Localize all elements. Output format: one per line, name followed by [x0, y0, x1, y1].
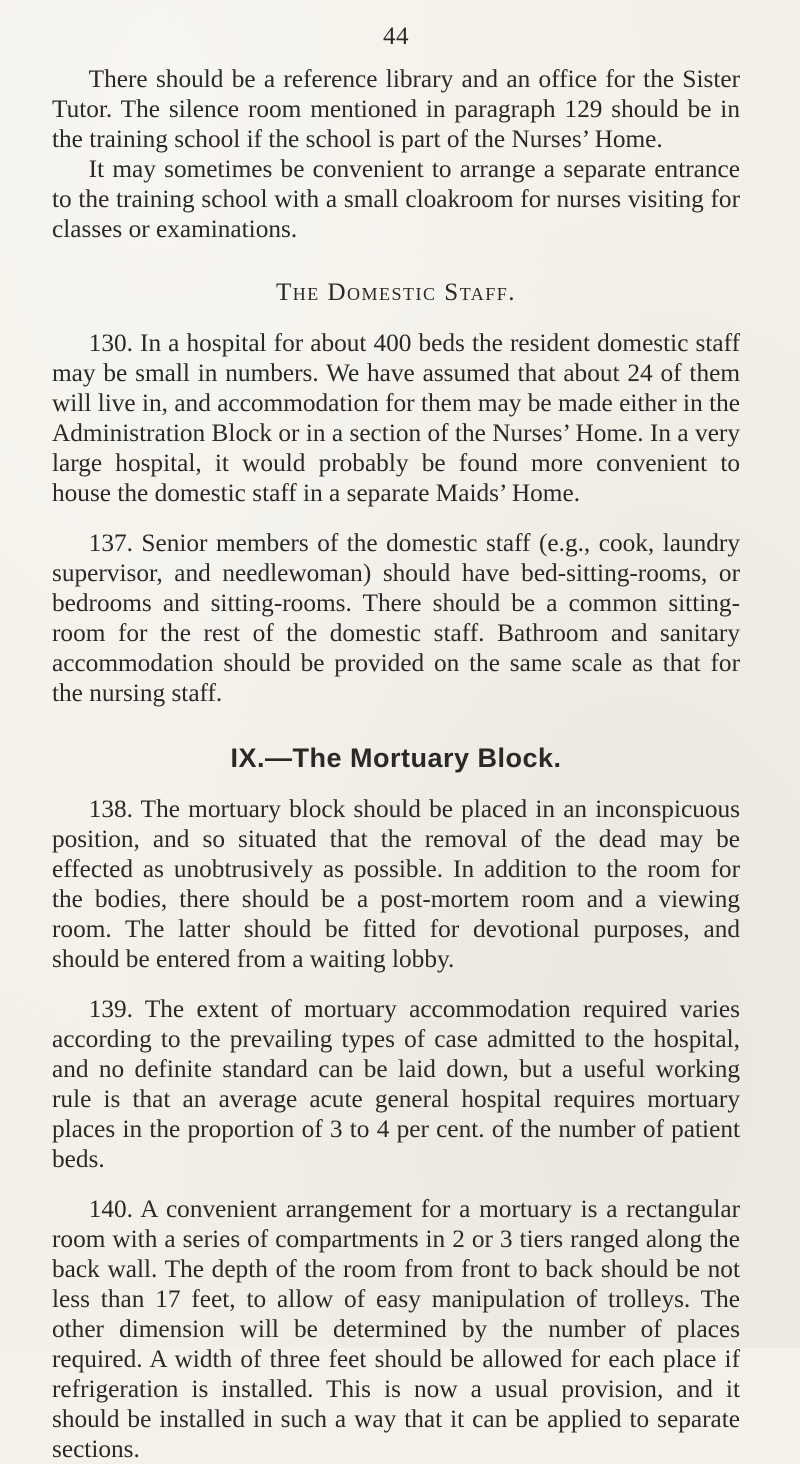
chapter-heading-mortuary-block: IX.—The Mortuary Block. — [230, 743, 562, 773]
page-number: 44 — [383, 23, 409, 50]
section-heading-domestic-staff: The Domestic Staff. — [275, 279, 517, 306]
paragraph-library: There should be a reference library and an office for the Sister Tutor. The silence room mentioned in paragraph 129 should be in the training school if the school is part of the Nurses’ Home. — [52, 65, 740, 153]
paragraph-139: 139. The extent of mortuary accommodation required varies according to the prevailing types of case admitted to the hospital, and no definite standard can be laid down, but a useful working rule is that an average acute general hospital requires mortuary places in the proportion of 3 to 4 per cent. of the number of patient beds. — [52, 995, 740, 1173]
paragraph-137: 137. Senior members of the domestic staff (e.g., cook, laundry supervisor, and needlewoman) should have bed-sitting-rooms, or bedrooms and sitting-rooms. There should be a common sitting-room for the rest of the domestic staff. Bathroom and sanitary accommodation should be provided on the same scale as that for the nursing staff. — [52, 529, 740, 707]
paragraph-entrance: It may sometimes be convenient to arrange a separate entrance to the training school with a small cloakroom for nurses visiting for classes or examinations. — [52, 155, 740, 243]
paragraph-140: 140. A convenient arrangement for a mortuary is a rectangular room with a series of compartments in 2 or 3 tiers ranged along the back wall. The depth of the room from front to back should be not less than 17 feet, to allow of easy manipulation of trolleys. The other dimension will be determined by the number of places required. A width of three feet should be allowed for each place if refrigeration is installed. This is now a usual provision, and it should be installed in such a way that it can be applied to separate sections. — [52, 1195, 740, 1463]
paragraph-130: 130. In a hospital for about 400 beds the resident domestic staff may be small in numbers. We have assumed that about 24 of them will live in, and accommodation for them may be made either in the Administration Block or in a section of the Nurses’ Home. In a very large hospital, it would probably be found more convenient to house the domestic staff in a separate Maids’ Home. — [52, 329, 740, 507]
paragraph-138: 138. The mortuary block should be placed in an inconspicuous position, and so situated that the removal of the dead may be effected as unobtrusively as possible. In addition to the room for the bodies, there should be a post-mortem room and a viewing room. The latter should be fitted for devotional purposes, and should be entered from a waiting lobby. — [52, 795, 740, 973]
